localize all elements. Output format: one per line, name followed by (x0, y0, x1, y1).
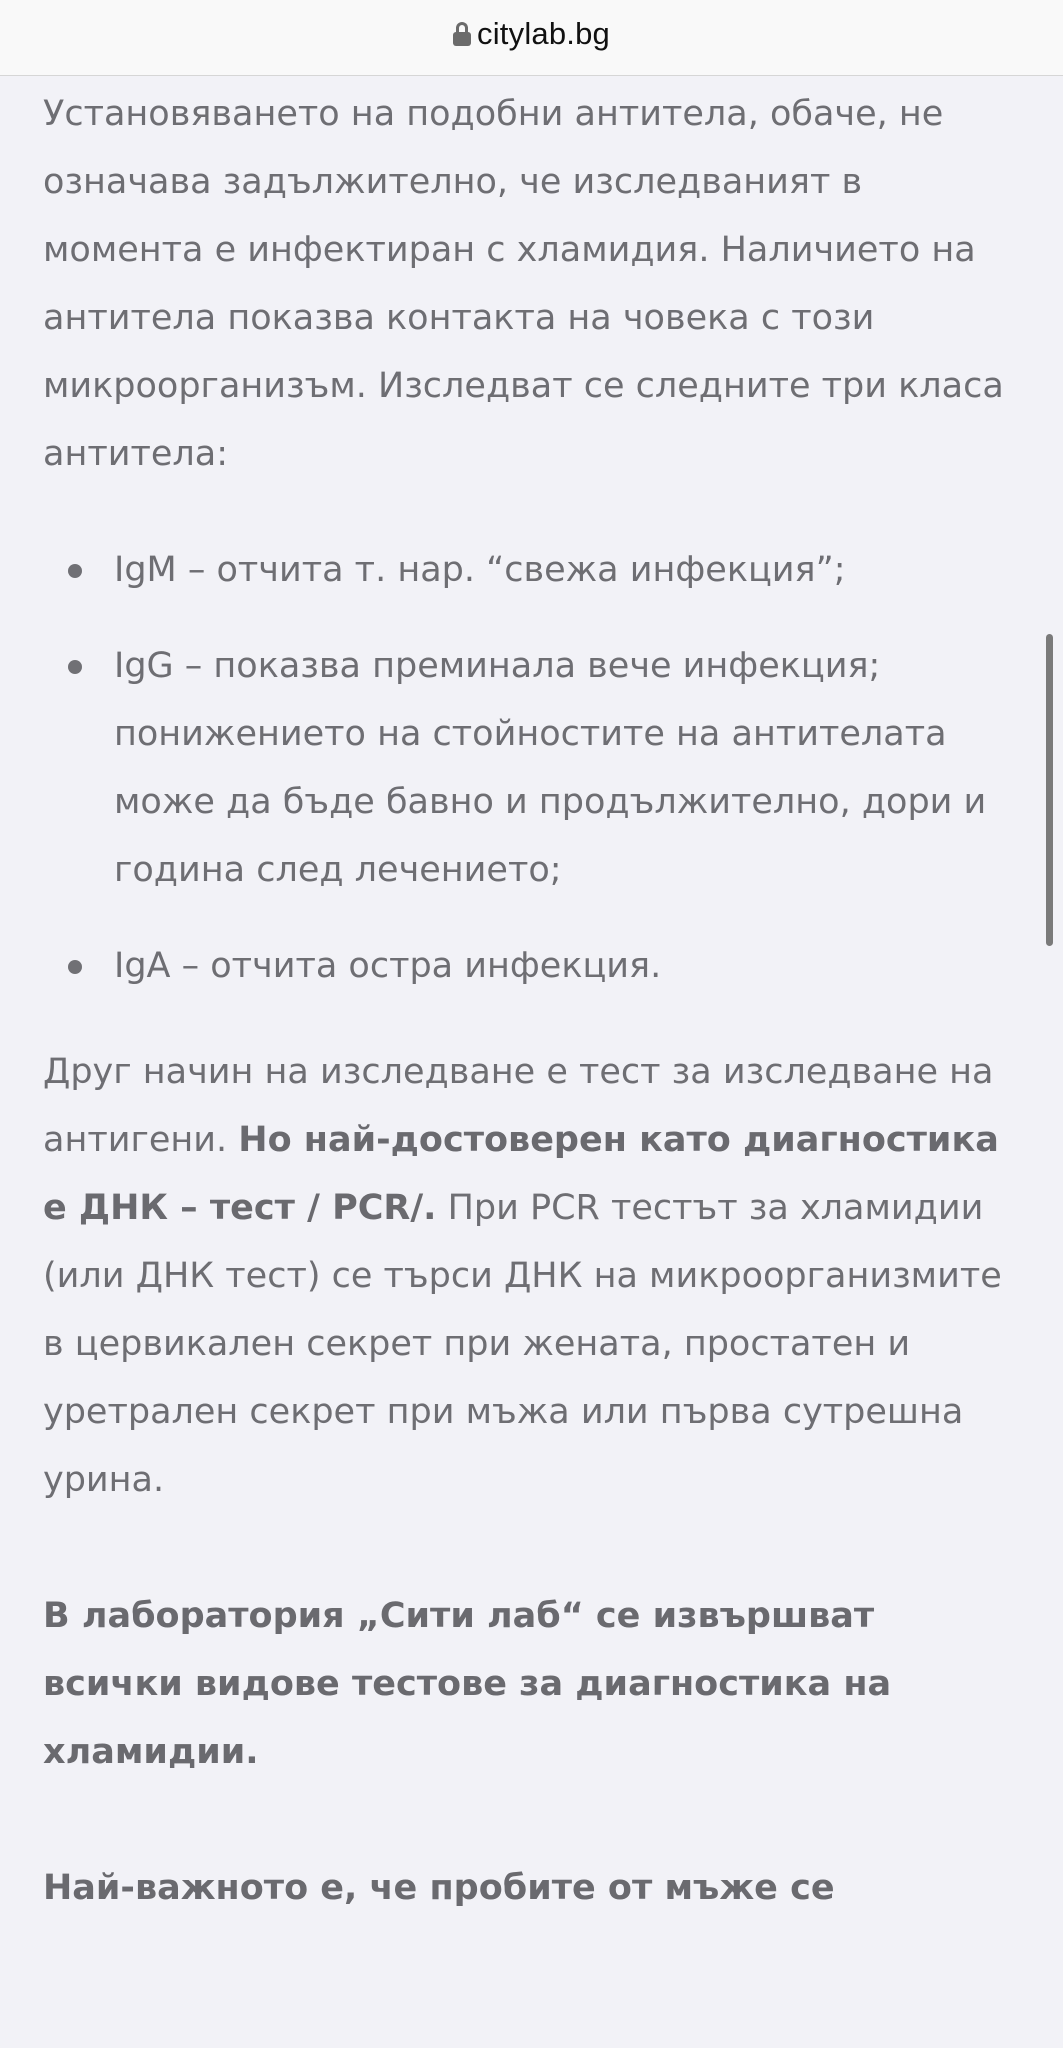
address-bar[interactable] (0, 0, 1063, 76)
list-item-text: IgA – отчита остра инфекция. (114, 946, 662, 986)
paragraph-emphasis: Но най-достоверен като диагностика е ДНК – тест / PCR/. (43, 1120, 999, 1228)
page-scrollbar[interactable] (1046, 634, 1053, 946)
paragraph-testing-methods (43, 1038, 1023, 1514)
paragraph-lab-statement: В лаборатория „Сити лаб“ се извършват всички видове тестове за диагностика на хламидии. (43, 1596, 892, 1772)
paragraph-text: Друг начин на изследване е тест за изследване на антигени. (43, 1052, 994, 1160)
list-item-text: IgG – показва преминала вече инфекция; понижението на стойностите на антителата може да бъде бавно и продължително, дори и година след лечението; (114, 646, 987, 890)
bullet-dot-icon (68, 960, 82, 974)
paragraph-antibodies: Установяването на подобни антитела, обаче, не означава задължително, че изследваният в момента е инфектиран с хламидия. Наличието на антитела показва контакта на човека с този микроорганизъм. Изследват се следните три класа антитела: (43, 94, 1004, 474)
address-display[interactable] (453, 16, 610, 52)
list-item (43, 536, 1023, 604)
paragraph-text: При PCR тестът за хламидии (или ДНК тест) се търси ДНК на микроорганизмите в цервикален секрет при жената, простатен и уретрален секрет при мъжа или първа сутрешна урина. (43, 1188, 1002, 1500)
list-item (43, 632, 1023, 904)
domain-label: citylab.bg (477, 15, 610, 51)
list-item-text: IgM – отчита т. нар. “свежа инфекция”; (114, 550, 846, 590)
paragraph-samples: Най-важното е, че пробите от мъже се (43, 1868, 835, 1908)
lock-icon (453, 22, 471, 46)
list-item (43, 932, 1023, 1000)
bullet-dot-icon (68, 564, 82, 578)
bullet-dot-icon (68, 660, 82, 674)
antibody-class-list (43, 536, 1023, 1000)
article-body (43, 75, 1023, 1922)
